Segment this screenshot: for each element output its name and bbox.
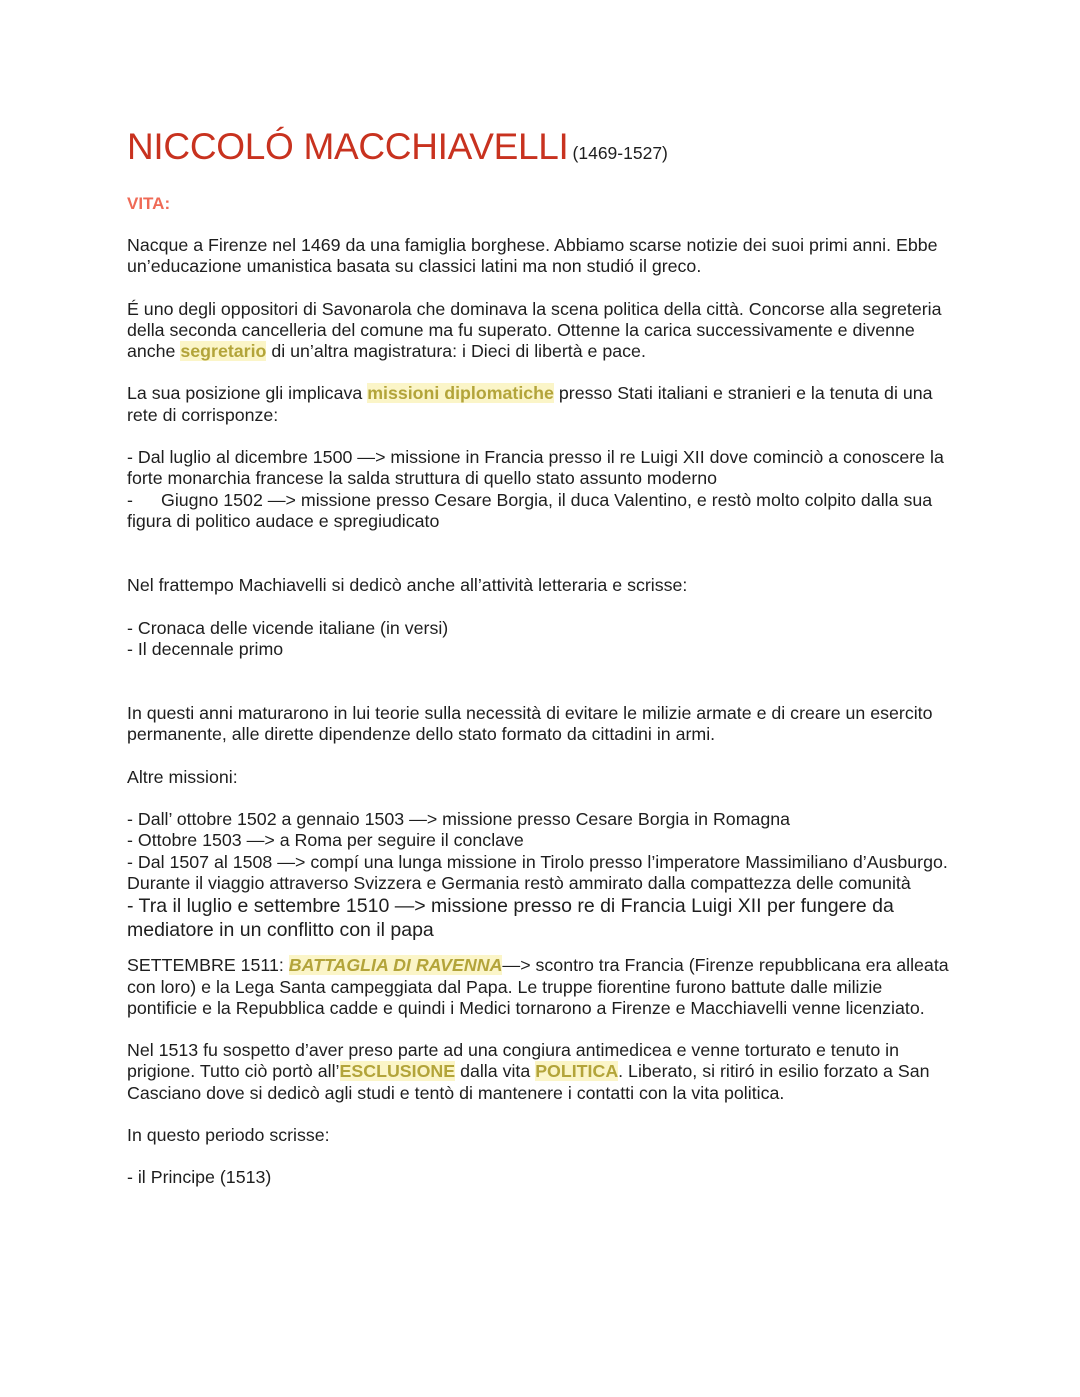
list-item: - il Principe (1513) bbox=[127, 1167, 272, 1188]
highlight-segretario: segretario bbox=[180, 341, 267, 362]
paragraph-period-works: In questo periodo scrisse: bbox=[127, 1125, 330, 1146]
paragraph-savonarola bbox=[127, 299, 957, 363]
paragraph-birth: Nacque a Firenze nel 1469 da una famiglia borghese. Abbiamo scarse notizie dei suoi primi anni. Ebbe un’educazione umanistica basata su classici latini ma non studió il greco. bbox=[127, 235, 938, 277]
paragraph-militia: In questi anni maturarono in lui teorie sulla necessità di evitare le milizie armate e di creare un esercito permanente, alle dirette dipendenze dello stato formato da cittadini in armi. bbox=[127, 703, 933, 745]
mission-france-1500: - Dal luglio al dicembre 1500 —> missione in Francia presso il re Luigi XII dove cominciò a conoscere la forte monarchia francese la salda struttura di quello stato assunto moderno bbox=[127, 447, 944, 489]
list-item: - Cronaca delle vicende italiane (in versi) bbox=[127, 617, 449, 638]
list-dash: - bbox=[127, 489, 133, 510]
text-fragment: É uno degli oppositori di Savonarola che dominava la scena politica della città. Concorse alla segreteria della seconda cancelleria del comune ma fu superato. Ottenne la carica successivamente e divenne anche bbox=[127, 298, 942, 362]
highlight-missioni-diplomatiche: missioni diplomatiche bbox=[367, 383, 554, 404]
paragraph-exile bbox=[127, 1040, 957, 1104]
highlight-esclusione: ESCLUSIONE bbox=[339, 1061, 456, 1082]
section-label-vita: VITA: bbox=[127, 194, 171, 213]
highlight-politica: POLITICA bbox=[535, 1061, 619, 1082]
mission-1510: - Tra il luglio e settembre 1510 —> missione presso re di Francia Luigi XII per fungere da mediatore in un conflitto con il papa bbox=[127, 895, 894, 942]
text-fragment: dalla vita bbox=[455, 1061, 536, 1082]
text-fragment: Nel 1513 fu sospetto d’aver preso parte ad una congiura antimedicea e venne torturato e tenuto in prigione. Tutto ciò portò all’ bbox=[127, 1040, 900, 1082]
paragraph-ravenna bbox=[127, 955, 957, 1019]
paragraph-missions-early bbox=[127, 447, 957, 532]
document-page bbox=[127, 128, 957, 1189]
works-list-2 bbox=[127, 1167, 957, 1188]
text-fragment: La sua posizione gli implicava bbox=[127, 383, 368, 404]
paragraph-diplomacy bbox=[127, 383, 957, 426]
text-fragment: di un’altra magistratura: i Dieci di libertà e pace. bbox=[266, 341, 646, 362]
life-dates: (1469-1527) bbox=[572, 143, 668, 163]
list-item: - Dall’ ottobre 1502 a gennaio 1503 —> missione presso Cesare Borgia in Romagna bbox=[127, 809, 791, 830]
works-list-1 bbox=[127, 618, 957, 661]
text-fragment: . Liberato, si ritiró in esilio forzato a San Casciano dove si dedicò agli studi e tentò di mantenere i contatti con la vita politica. bbox=[127, 1061, 930, 1103]
title-row bbox=[127, 128, 957, 165]
text-fragment: —> scontro tra Francia (Firenze repubblicana era alleata con loro) e la Lega Santa campeggiata dal Papa. Le truppe fiorentine furono battute dalle milizie pontificie e la Repubblica cadde e quindi i Medici tornarono a Firenze e Macchiavelli venne licenziato. bbox=[127, 955, 949, 1018]
page-title: NICCOLÓ MACCHIAVELLI bbox=[127, 126, 569, 167]
list-item: - Dal 1507 al 1508 —> compí una lunga missione in Tirolo presso l’imperatore Massimiliano d’Ausburgo. Durante il viaggio attraverso Svizzera e Germania restò ammirato dalla compattezza delle comunità bbox=[127, 851, 948, 893]
mission-borgia-1502: Giugno 1502 —> missione presso Cesare Borgia, il duca Valentino, e restò molto colpito dalla sua figura di politico audace e spregiudicato bbox=[127, 489, 933, 531]
highlight-battaglia-di-ravenna: BATTAGLIA DI RAVENNA bbox=[288, 955, 503, 976]
text-fragment: presso Stati italiani e stranieri e la tenuta di una rete di corrisponze: bbox=[127, 383, 933, 425]
list-item: - Il decennale primo bbox=[127, 638, 284, 659]
text-fragment: SETTEMBRE 1511: bbox=[127, 955, 289, 976]
paragraph-literary: Nel frattempo Machiavelli si dedicò anche all’attività letteraria e scrisse: bbox=[127, 575, 688, 596]
list-item: - Ottobre 1503 —> a Roma per seguire il conclave bbox=[127, 830, 524, 851]
paragraph-other-missions: Altre missioni: bbox=[127, 766, 238, 787]
missions-list bbox=[127, 809, 957, 894]
